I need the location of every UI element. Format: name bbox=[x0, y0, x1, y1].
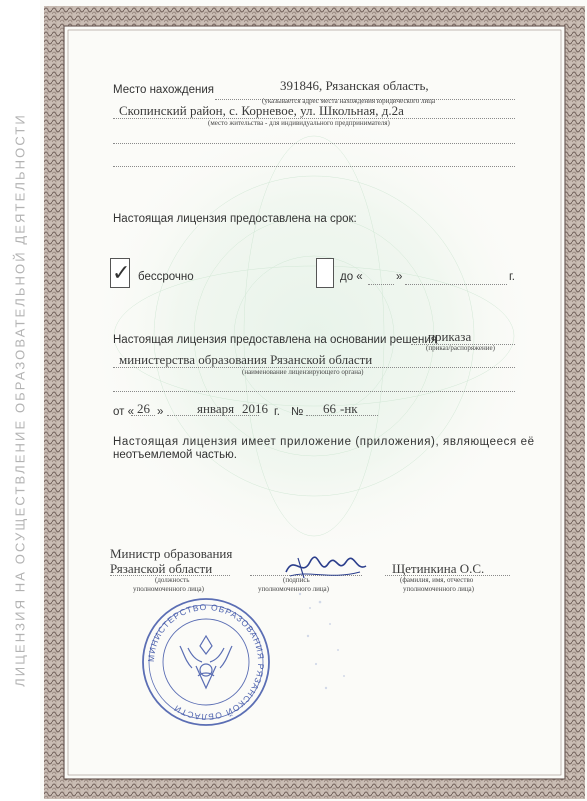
position-hint-1: (должность bbox=[155, 576, 190, 584]
name-hint-1: (фамилия, имя, отчество bbox=[400, 576, 474, 584]
date-month: января bbox=[197, 401, 235, 416]
location-hint-2: (место жительства - для индивидуального предпринимателя) bbox=[208, 119, 390, 127]
until-close-quote: » bbox=[396, 271, 403, 283]
until-date-line bbox=[405, 284, 507, 285]
location-value-2: Скопинский район, с. Корневое, ул. Школьная, д.2а bbox=[119, 103, 404, 118]
signature-hint-1: (подпись bbox=[283, 576, 310, 584]
svg-text:МИНИСТЕРСТВО ОБРАЗОВАНИЯ РЯЗАН: МИНИСТЕРСТВО ОБРАЗОВАНИЯ РЯЗАНСКОЙ ОБЛАСТИ bbox=[145, 601, 267, 723]
blank-line-3 bbox=[113, 391, 515, 392]
date-year: 2016 bbox=[242, 401, 268, 416]
until-year-suffix: г. bbox=[509, 271, 515, 283]
official-seal bbox=[140, 596, 272, 728]
vertical-title: ЛИЦЕНЗИЯ НА ОСУЩЕСТВЛЕНИЕ ОБРАЗОВАТЕЛЬНОЙ ДЕЯТЕЛЬНОСТИ bbox=[12, 113, 28, 687]
check-mark-icon: ✓ bbox=[112, 260, 131, 285]
blank-line-2 bbox=[113, 166, 515, 167]
blank-line-1 bbox=[113, 143, 515, 144]
name-hint-2: уполномоченного лица) bbox=[403, 585, 474, 593]
basis-heading: Настоящая лицензия предоставлена на основании решения bbox=[113, 334, 438, 346]
date-year-suffix: г. bbox=[274, 406, 280, 418]
date-from: от « bbox=[113, 406, 135, 418]
until-day-line bbox=[368, 284, 394, 285]
sidebar-strip bbox=[0, 0, 40, 801]
unlimited-checkbox bbox=[110, 258, 130, 288]
term-heading: Настоящая лицензия предоставлена на срок: bbox=[113, 213, 357, 225]
authority-hint: (наименование лицензирующего органа) bbox=[242, 368, 364, 376]
until-checkbox bbox=[316, 258, 334, 288]
signatory-name: Щетинкина О.С. bbox=[392, 561, 485, 576]
stamp-smudge bbox=[290, 584, 360, 704]
location-label: Место нахождения bbox=[113, 84, 215, 96]
position-line-1: Министр образования bbox=[110, 546, 233, 561]
authority-value: министерства образования Рязанской области bbox=[119, 352, 373, 367]
decision-hint: (приказ/распоряжение) bbox=[426, 344, 495, 352]
unlimited-label: бессрочно bbox=[138, 271, 194, 283]
position-line-2: Рязанской области bbox=[110, 561, 213, 576]
decision-value: приказа bbox=[428, 329, 472, 344]
location-hint-1: (указывается адрес места нахождения юридического лица bbox=[262, 97, 436, 105]
number-sign: № bbox=[291, 406, 304, 418]
appendix-text-2: неотъемлемой частью. bbox=[113, 449, 237, 461]
location-value-1: 391846, Рязанская область, bbox=[280, 78, 429, 93]
license-number-suffix: -нк bbox=[340, 401, 358, 416]
license-number: 66 bbox=[323, 401, 336, 416]
signature-hint-2: уполномоченного лица) bbox=[258, 585, 329, 593]
appendix-text-1: Настоящая лицензия имеет приложение (приложения), являющееся её bbox=[113, 436, 535, 448]
date-close-quote: » bbox=[157, 406, 164, 418]
until-label: до « bbox=[340, 271, 363, 283]
position-hint-2: уполномоченного лица) bbox=[133, 585, 204, 593]
date-day: 26 bbox=[137, 401, 150, 416]
